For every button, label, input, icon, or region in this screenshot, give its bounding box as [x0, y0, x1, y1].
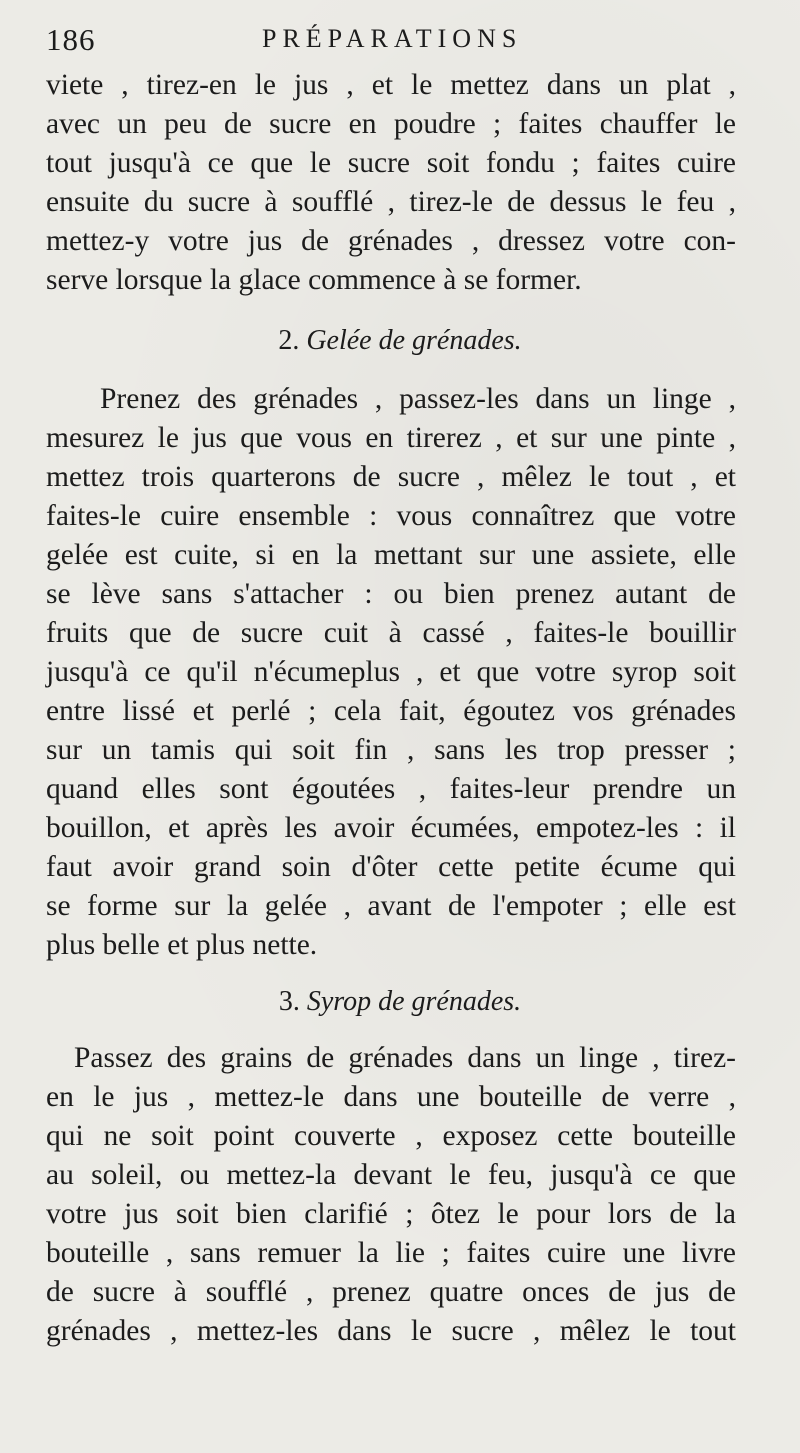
text-line: faut avoir grand soin d'ôter cette petite écume qui — [46, 851, 736, 883]
text-line: entre lissé et perlé ; cela fait, égoutez vos grénades — [46, 695, 736, 727]
text-line: ensuite du sucre à soufflé , tirez-le de dessus le feu , — [46, 186, 736, 218]
text-line: au soleil, ou mettez-la devant le feu, jusqu'à ce que — [46, 1159, 736, 1191]
running-title: PRÉPARATIONS — [262, 24, 523, 53]
text-line: mettez trois quarterons de sucre , mêlez le tout , et — [46, 461, 736, 493]
section-title: Syrop de grénades. — [306, 986, 522, 1017]
text-line: mettez-y votre jus de grénades , dressez votre con- — [46, 225, 736, 257]
text-line: tout jusqu'à ce que le sucre soit fondu ; faites cuire — [46, 147, 736, 179]
text-line: en le jus , mettez-le dans une bouteille de verre , — [46, 1081, 736, 1113]
section-number: 3. — [278, 986, 300, 1017]
text-line: se forme sur la gelée , avant de l'empoter ; elle est — [46, 890, 736, 922]
text-line: jusqu'à ce qu'il n'écumeplus , et que votre syrop soit — [46, 656, 736, 688]
text-line: serve lorsque la glace commence à se former. — [46, 264, 582, 296]
text-line: se lève sans s'attacher : ou bien prenez autant de — [46, 578, 736, 610]
text-line: mesurez le jus que vous en tirerez , et sur une pinte , — [46, 422, 736, 454]
text-line: viete , tirez-en le jus , et le mettez dans un plat , — [46, 69, 736, 101]
section-number: 2. — [278, 325, 300, 356]
text-line: qui ne soit point couverte , exposez cette bouteille — [46, 1120, 736, 1152]
text-line: bouillon, et après les avoir écumées, empotez-les : il — [46, 812, 736, 844]
text-line: sur un tamis qui soit fin , sans les trop presser ; — [46, 734, 736, 766]
text-line: avec un peu de sucre en poudre ; faites chauffer le — [46, 108, 736, 140]
text-line: faites-le cuire ensemble : vous connaîtrez que votre — [46, 500, 736, 532]
text-line: votre jus soit bien clarifié ; ôtez le pour lors de la — [46, 1198, 736, 1230]
page-number: 186 — [46, 22, 96, 57]
text-line: quand elles sont égoutées , faites-leur prendre un — [46, 773, 736, 805]
text-line: Prenez des grénades , passez-les dans un linge , — [100, 383, 736, 415]
text-line: gelée est cuite, si en la mettant sur une assiete, elle — [46, 539, 736, 571]
section-heading — [0, 985, 800, 1019]
text-line: grénades , mettez-les dans le sucre , mêlez le tout — [46, 1315, 736, 1347]
text-line: bouteille , sans remuer la lie ; faites cuire une livre — [46, 1237, 736, 1269]
text-line: Passez des grains de grénades dans un linge , tirez- — [74, 1042, 736, 1074]
page-header — [46, 22, 756, 62]
section-title: Gelée de grénades. — [306, 325, 522, 356]
text-line: plus belle et plus nette. — [46, 929, 318, 961]
section-heading — [0, 324, 800, 358]
text-line: de sucre à soufflé , prenez quatre onces de jus de — [46, 1276, 736, 1308]
text-line: fruits que de sucre cuit à cassé , faites-le bouillir — [46, 617, 736, 649]
